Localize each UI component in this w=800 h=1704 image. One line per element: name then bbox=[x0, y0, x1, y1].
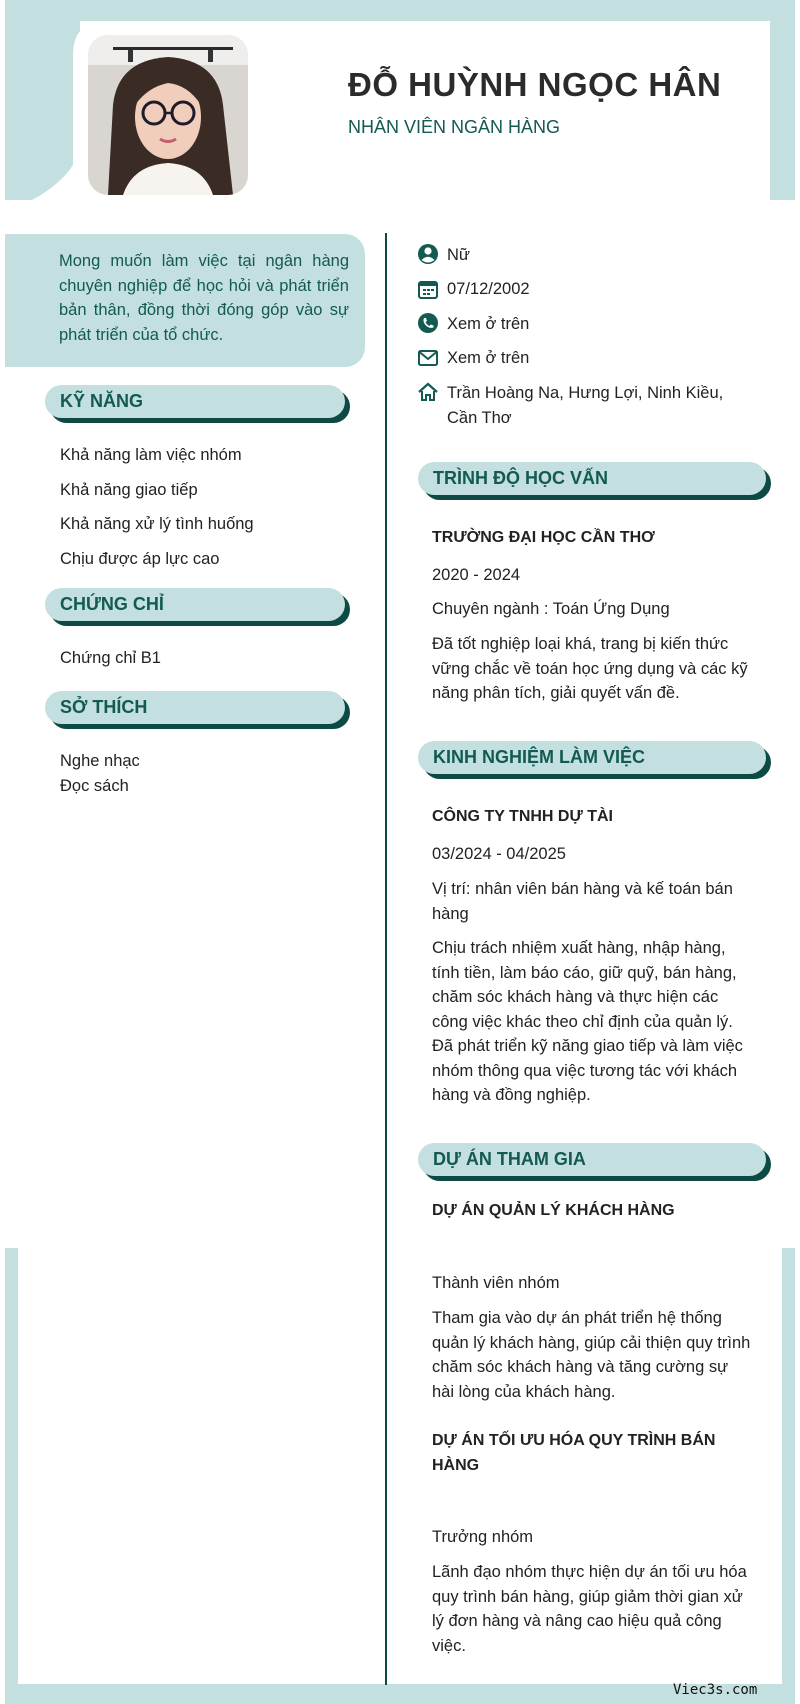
hobbies-heading-text: SỞ THÍCH bbox=[60, 697, 148, 717]
watermark: Viec3s.com bbox=[673, 1682, 758, 1698]
education-heading bbox=[418, 462, 766, 495]
objective-text: Mong muốn làm việc tại ngân hàng chuyên nghiệp để học hỏi và phát triển bản thân, đồng thời đóng góp vào sự phát triển của tổ chức. bbox=[59, 252, 349, 344]
email-value: Xem ở trên bbox=[447, 349, 530, 367]
home-icon bbox=[417, 381, 439, 403]
hobby-item: Nghe nhạc bbox=[60, 752, 140, 770]
phone-value: Xem ở trên bbox=[447, 315, 530, 333]
avatar bbox=[88, 35, 248, 195]
skill-item: Chịu được áp lực cao bbox=[60, 550, 220, 568]
skill-item: Khả năng làm việc nhóm bbox=[60, 446, 242, 464]
experience-description: Chịu trách nhiệm xuất hàng, nhập hàng, tính tiền, làm báo cáo, giữ quỹ, bán hàng, chăm sóc khách hàng và thực hiện các công việc khác theo chỉ định của quản lý. Đã phát triển kỹ năng giao tiếp và làm việc nhóm thông qua việc tương tác với khách hàng và đồng nghiệp. bbox=[432, 939, 743, 1104]
project-role: Thành viên nhóm bbox=[432, 1274, 560, 1292]
company-name: CÔNG TY TNHH DỰ TÀI bbox=[432, 808, 613, 825]
phone-icon bbox=[417, 312, 439, 334]
education-major: Chuyên ngành : Toán Ứng Dụng bbox=[432, 600, 670, 618]
calendar-icon bbox=[417, 278, 439, 300]
certificate-item: Chứng chỉ B1 bbox=[60, 649, 161, 667]
experience-position: Vị trí: nhân viên bán hàng và kế toán bán hàng bbox=[432, 880, 733, 923]
hobbies-heading bbox=[45, 691, 345, 724]
education-period: 2020 - 2024 bbox=[432, 566, 521, 584]
project-name: DỰ ÁN QUẢN LÝ KHÁCH HÀNG bbox=[432, 1202, 675, 1219]
certificates-heading-text: CHỨNG CHỈ bbox=[60, 594, 164, 614]
gender-value: Nữ bbox=[447, 246, 470, 264]
skill-item: Khả năng giao tiếp bbox=[60, 481, 198, 499]
address-line-2: Cần Thơ bbox=[447, 408, 512, 427]
person-icon bbox=[417, 243, 439, 265]
address-value bbox=[447, 381, 767, 430]
project-name: DỰ ÁN TỐI ƯU HÓA QUY TRÌNH BÁN HÀNG bbox=[432, 1432, 716, 1474]
skills-heading bbox=[45, 385, 345, 418]
experience-period: 03/2024 - 04/2025 bbox=[432, 845, 566, 863]
frame-bottom-right bbox=[782, 1248, 795, 1704]
skill-item: Khả năng xử lý tình huống bbox=[60, 515, 254, 533]
project-description: Tham gia vào dự án phát triển hệ thống quản lý khách hàng, giúp cải thiện quy trình chăm sóc khách hàng và tăng cường sự hài lòng của khách hàng. bbox=[432, 1309, 751, 1401]
frame-bottom-left bbox=[5, 1248, 18, 1704]
project-role: Trưởng nhóm bbox=[432, 1528, 534, 1546]
experience-heading bbox=[418, 741, 766, 774]
objective-panel bbox=[5, 234, 365, 367]
skills-heading-text: KỸ NĂNG bbox=[60, 391, 144, 411]
education-description: Đã tốt nghiệp loại khá, trang bị kiến thức vững chắc về toán học ứng dụng và các kỹ năng phân tích, giải quyết vấn đề. bbox=[432, 635, 748, 702]
email-icon bbox=[417, 347, 439, 369]
school-name: TRƯỜNG ĐẠI HỌC CẦN THƠ bbox=[432, 529, 655, 546]
education-heading-text: TRÌNH ĐỘ HỌC VẤN bbox=[433, 468, 608, 488]
certificates-heading bbox=[45, 588, 345, 621]
hobby-item: Đọc sách bbox=[60, 777, 129, 795]
experience-heading-text: KINH NGHIỆM LÀM VIỆC bbox=[433, 747, 646, 767]
projects-heading-text: DỰ ÁN THAM GIA bbox=[433, 1149, 586, 1169]
column-divider bbox=[385, 233, 387, 1685]
project-description: Lãnh đạo nhóm thực hiện dự án tối ưu hóa quy trình bán hàng, giúp giảm thời gian xử lý đơn hàng và nâng cao hiệu quả công việc. bbox=[432, 1563, 747, 1655]
address-line-1: Trần Hoàng Na, Hưng Lợi, Ninh Kiều, bbox=[447, 384, 724, 402]
job-title: NHÂN VIÊN NGÂN HÀNG bbox=[348, 117, 561, 137]
candidate-name: ĐỖ HUỲNH NGỌC HÂN bbox=[348, 66, 722, 103]
birthday-value: 07/12/2002 bbox=[447, 280, 530, 298]
projects-heading bbox=[418, 1143, 766, 1176]
